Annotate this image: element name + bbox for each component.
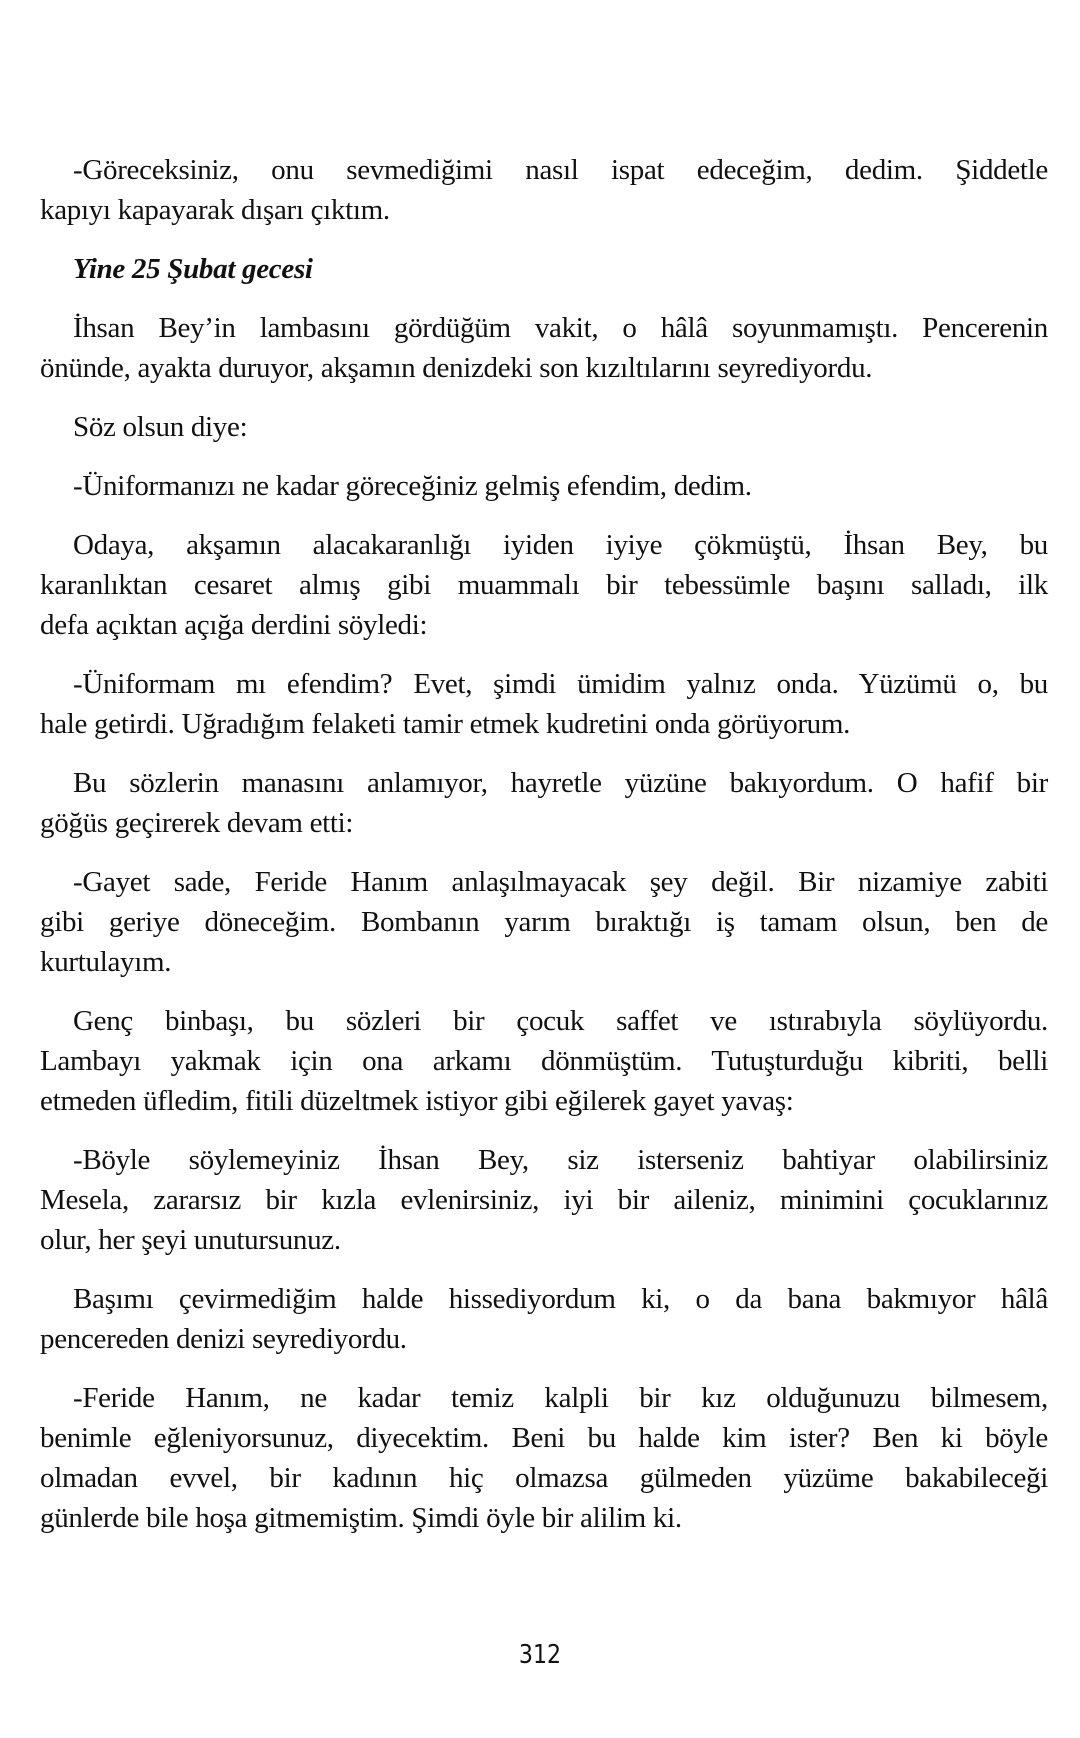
page-number: 312 bbox=[518, 1640, 562, 1670]
section-heading bbox=[40, 249, 1048, 289]
text-line: -Gayet sade, Feride Hanım anlaşılmayacak şey değil. Bir nizamiye zabiti bbox=[73, 866, 1048, 898]
text-line: -Feride Hanım, ne kadar temiz kalpli bir kız olduğunuzu bilmesem, bbox=[73, 1382, 1048, 1414]
text-line: günlerde bile hoşa gitmemiştim. Şimdi öyle bir alilim ki. bbox=[40, 1502, 682, 1534]
text-line: pencereden denizi seyrediyordu. bbox=[40, 1323, 407, 1355]
text-line: Genç binbaşı, bu sözleri bir çocuk saffet ve ıstırabıyla söylüyordu. bbox=[73, 1005, 1048, 1037]
text-line: -Üniformam mı efendim? Evet, şimdi ümidim yalnız onda. Yüzümü o, bu bbox=[73, 668, 1048, 700]
text-line: göğüs geçirerek devam etti: bbox=[40, 807, 354, 839]
text-line: defa açıktan açığa derdini söyledi: bbox=[40, 609, 428, 641]
text-line: kapıyı kapayarak dışarı çıktım. bbox=[40, 194, 390, 226]
page-body bbox=[40, 150, 1048, 1557]
text-line: Başımı çevirmediğim halde hissediyordum ki, o da bana bakmıyor hâlâ bbox=[73, 1283, 1048, 1315]
text-line: Lambayı yakmak için ona arkamı dönmüştüm. Tutuşturduğu kibriti, belli bbox=[40, 1045, 1048, 1077]
text-line: Bu sözlerin manasını anlamıyor, hayretle yüzüne bakıyordum. O hafif bir bbox=[73, 767, 1048, 799]
paragraph bbox=[40, 1378, 1048, 1538]
paragraph bbox=[40, 308, 1048, 388]
text-line: gibi geriye döneceğim. Bombanın yarım bıraktığı iş tamam olsun, ben de bbox=[40, 906, 1048, 938]
text-line: olur, her şeyi unutursunuz. bbox=[40, 1224, 341, 1256]
paragraph bbox=[40, 1140, 1048, 1260]
text-line: olmadan evvel, bir kadının hiç olmazsa gülmeden yüzüme bakabileceği bbox=[40, 1462, 1048, 1494]
text-line: etmeden üfledim, fitili düzeltmek istiyor gibi eğilerek gayet yavaş: bbox=[40, 1085, 794, 1117]
paragraph bbox=[40, 1001, 1048, 1121]
paragraph bbox=[40, 862, 1048, 982]
paragraph bbox=[40, 466, 1048, 506]
text-line: Odaya, akşamın alacakaranlığı iyiden iyiye çökmüştü, İhsan Bey, bu bbox=[73, 529, 1048, 561]
paragraph bbox=[40, 763, 1048, 843]
paragraph bbox=[40, 525, 1048, 645]
text-line: İhsan Bey’in lambasını gördüğüm vakit, o hâlâ soyunmamıştı. Pencerenin bbox=[73, 312, 1048, 344]
text-line: -Böyle söylemeyiniz İhsan Bey, siz isterseniz bahtiyar olabilirsiniz bbox=[73, 1144, 1048, 1176]
paragraph bbox=[40, 664, 1048, 744]
text-line: karanlıktan cesaret almış gibi muammalı bir tebessümle başını salladı, ilk bbox=[40, 569, 1048, 601]
paragraph bbox=[40, 407, 1048, 447]
text-line: Söz olsun diye: bbox=[73, 411, 248, 443]
text-line: Yine 25 Şubat gecesi bbox=[73, 253, 313, 285]
text-line: hale getirdi. Uğradığım felaketi tamir etmek kudretini onda görüyorum. bbox=[40, 708, 851, 740]
text-line: Mesela, zararsız bir kızla evlenirsiniz, iyi bir aileniz, minimini çocuklarınız bbox=[40, 1184, 1048, 1216]
paragraph bbox=[40, 1279, 1048, 1359]
text-line: -Göreceksiniz, onu sevmediğimi nasıl ispat edeceğim, dedim. Şiddetle bbox=[73, 154, 1048, 186]
text-line: kurtulayım. bbox=[40, 946, 172, 978]
paragraph bbox=[40, 150, 1048, 230]
text-line: -Üniformanızı ne kadar göreceğiniz gelmiş efendim, dedim. bbox=[73, 470, 752, 502]
text-line: benimle eğleniyorsunuz, diyecektim. Beni bu halde kim ister? Ben ki böyle bbox=[40, 1422, 1048, 1454]
text-line: önünde, ayakta duruyor, akşamın denizdeki son kızıltılarını seyrediyordu. bbox=[40, 352, 873, 384]
